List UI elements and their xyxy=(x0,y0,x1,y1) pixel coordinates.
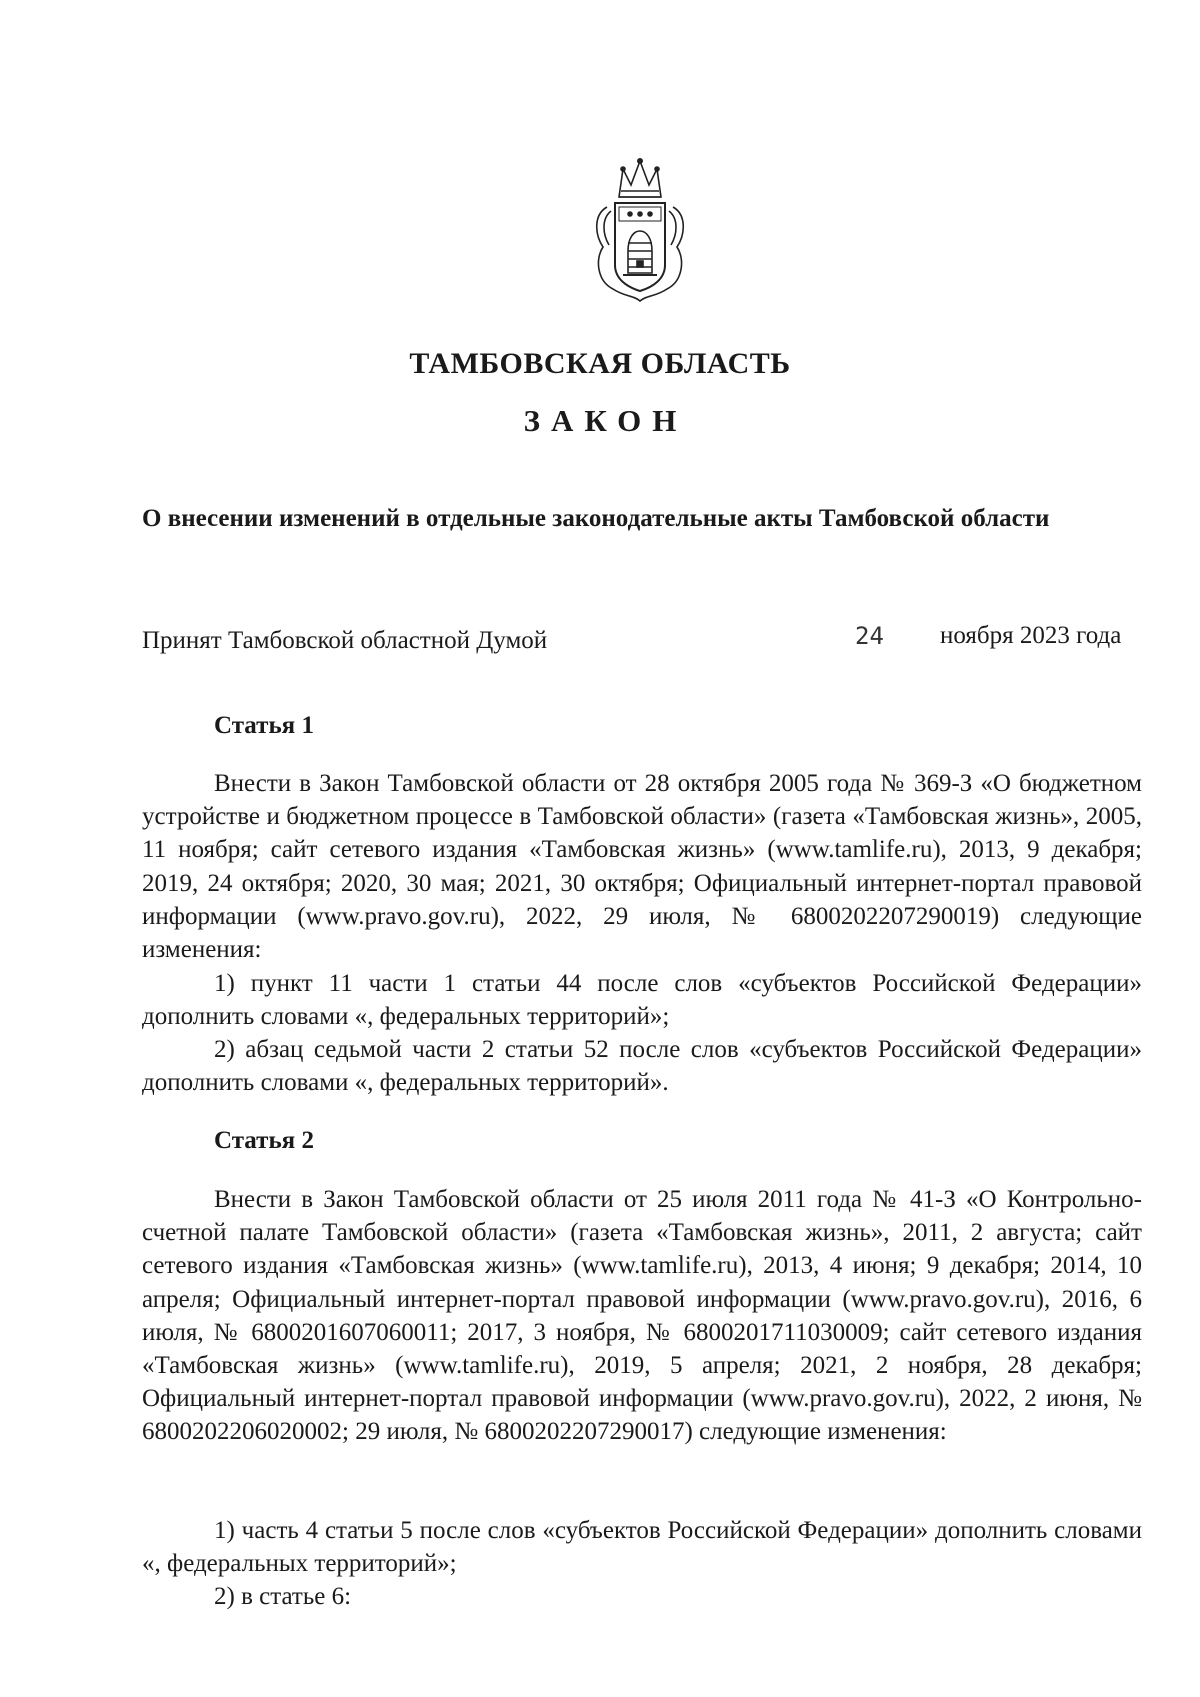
tambov-coat-of-arms-emblem xyxy=(585,155,695,305)
article-2-item-1: 1) часть 4 статьи 5 после слов «субъектов Российской Федерации» дополнить словами «, федеральных территорий»; xyxy=(142,1517,1142,1578)
adopted-month-year: ноября 2023 года xyxy=(940,622,1122,649)
article-1-paragraph: Внести в Закон Тамбовской области от 28 октября 2005 года № 369-З «О бюджетном устройстве и бюджетном процессе в Тамбовской области» (газета «Тамбовская жизнь», 2005, 11 ноября; сайт сетевого издания «Тамбовская жизнь» (www.tamlife.ru), 2013, 9 декабря; 2019, 24 октября; 2020, 30 мая; 2021, 30 октября; Официальный интернет-портал правовой информации (www.pravo.gov.ru), 2022, 29 июля, № 6800202207290019) следующие изменения: xyxy=(142,770,1142,964)
article-1-heading: Статья 1 xyxy=(214,712,314,739)
article-1-item-2: 2) абзац седьмой части 2 статьи 52 после слов «субъектов Российской Федерации» дополнить словами «, федеральных территорий». xyxy=(142,1036,1142,1097)
law-title: О внесении изменений в отдельные законодательные акты Тамбовской области xyxy=(142,505,1050,532)
article-1-item-1: 1) пункт 11 части 1 статьи 44 после слов «субъектов Российской Федерации» дополнить словами «, федеральных территорий»; xyxy=(142,970,1142,1031)
article-2-paragraph: Внести в Закон Тамбовской области от 25 июля 2011 года № 41-З «О Контрольно-счетной палате Тамбовской области» (газета «Тамбовская жизнь», 2011, 2 августа; сайт сетевого издания «Тамбовская жизнь» (www.tamlife.ru), 2013, 4 июня; 9 декабря; 2014, 10 апреля; Официальный интернет-портал правовой информации (www.pravo.gov.ru), 2016, 6 июля, № 6800201607060011; 2017, 3 ноября, № 6800201711030009; сайт сетевого издания «Тамбовская жизнь» (www.tamlife.ru), 2019, 5 апреля; 2021, 2 ноября, 28 декабря; Официальный интернет-портал правовой информации (www.pravo.gov.ru), 2022, 2 июня, № 6800202206020002; 29 июля, № 6800202207290017) следующие изменения: xyxy=(142,1186,1142,1446)
article-2-item-2: 2) в статье 6: xyxy=(214,1583,352,1610)
adopted-by-label: Принят Тамбовской областной Думой xyxy=(142,627,548,654)
adopted-day: 24 xyxy=(855,622,884,650)
document-type: ЗАКОН xyxy=(523,403,688,438)
article-2-heading: Статья 2 xyxy=(214,1127,314,1154)
region-name: ТАМБОВСКАЯ ОБЛАСТЬ xyxy=(409,347,791,380)
